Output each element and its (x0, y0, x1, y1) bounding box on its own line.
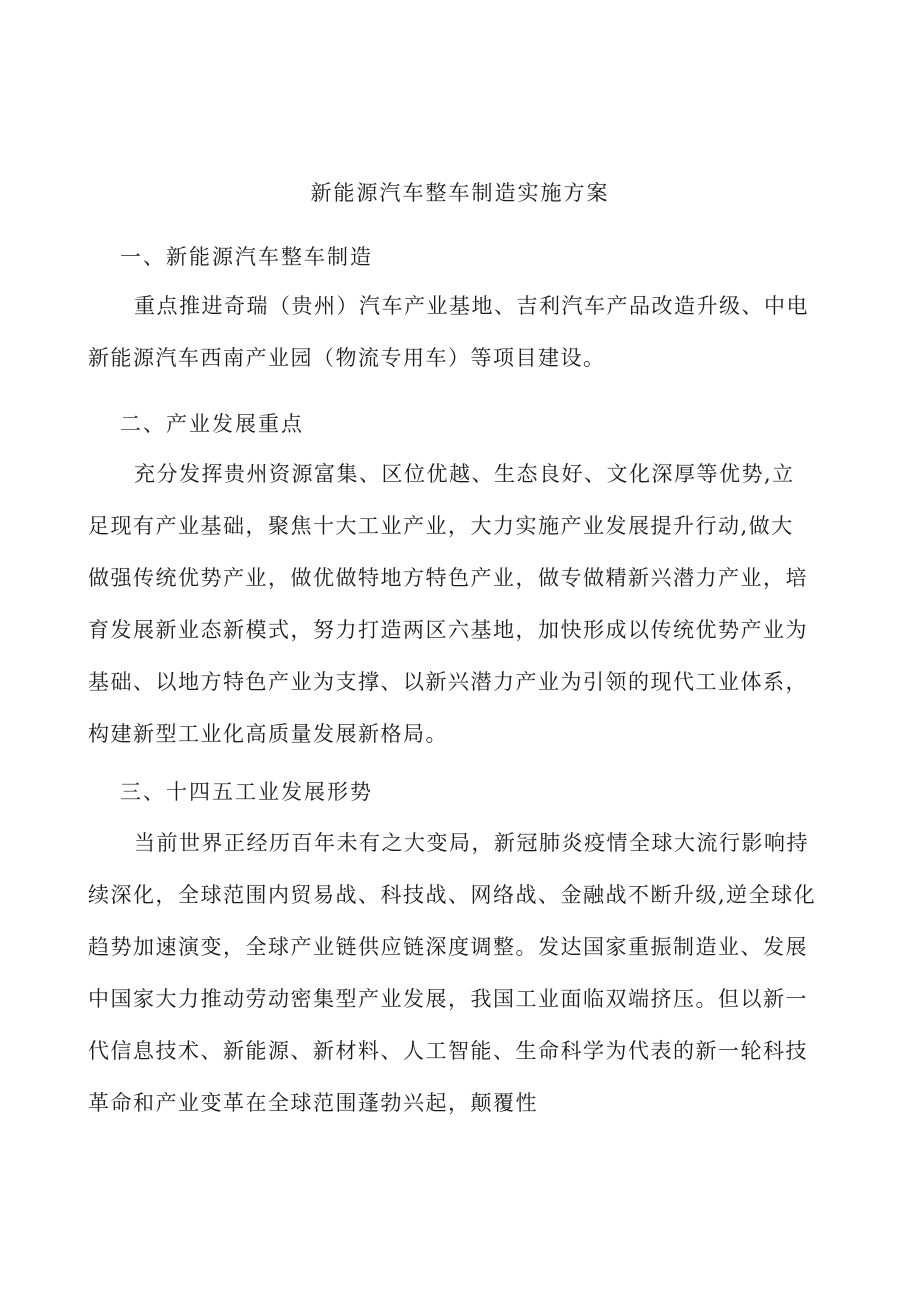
paragraph-line: 足现有产业基础，聚焦十大工业产业，大力实施产业发展提升行动,做大 (88, 514, 794, 538)
paragraph-line: 基础、以地方特色产业为支撑、以新兴潜力产业为引领的现代工业体系， (88, 670, 808, 694)
paragraph-line: 重点推进奇瑞（贵州）汽车产业基地、吉利汽车产品改造升级、中电 (134, 294, 809, 318)
paragraph-line: 充分发挥贵州资源富集、区位优越、生态良好、文化深厚等优势,立 (134, 462, 795, 486)
section-heading-1: 一、新能源汽车整车制造 (120, 245, 373, 269)
section-heading-2: 二、产业发展重点 (120, 412, 304, 436)
paragraph-line: 代信息技术、新能源、新材料、人工智能、生命科学为代表的新一轮科技 (88, 1039, 808, 1063)
paragraph-line: 当前世界正经历百年未有之大变局，新冠肺炎疫情全球大流行影响持 (134, 831, 809, 855)
paragraph-line: 做强传统优势产业，做优做特地方特色产业，做专做精新兴潜力产业，培 (88, 566, 808, 590)
paragraph-line: 构建新型工业化高质量发展新格局。 (88, 722, 448, 746)
section-heading-3: 三、十四五工业发展形势 (120, 780, 373, 804)
section-body-2 (88, 448, 832, 760)
paragraph-line: 续深化，全球范围内贸易战、科技战、网络战、金融战不断升级,逆全球化 (88, 883, 817, 907)
paragraph-line: 趋势加速演变，全球产业链供应链深度调整。发达国家重振制造业、发展 (88, 935, 808, 959)
section-body-3 (88, 817, 832, 1129)
paragraph-line: 中国家大力推动劳动密集型产业发展，我国工业面临双端挤压。但以新一 (88, 987, 808, 1011)
section-body-1 (88, 280, 832, 384)
paragraph-line: 育发展新业态新模式，努力打造两区六基地，加快形成以传统优势产业为 (88, 618, 808, 642)
paragraph-line: 革命和产业变革在全球范围蓬勃兴起，颠覆性 (88, 1091, 538, 1115)
paragraph-line: 新能源汽车西南产业园（物流专用车）等项目建设。 (88, 346, 606, 370)
document-title: 新能源汽车整车制造实施方案 (310, 181, 610, 205)
